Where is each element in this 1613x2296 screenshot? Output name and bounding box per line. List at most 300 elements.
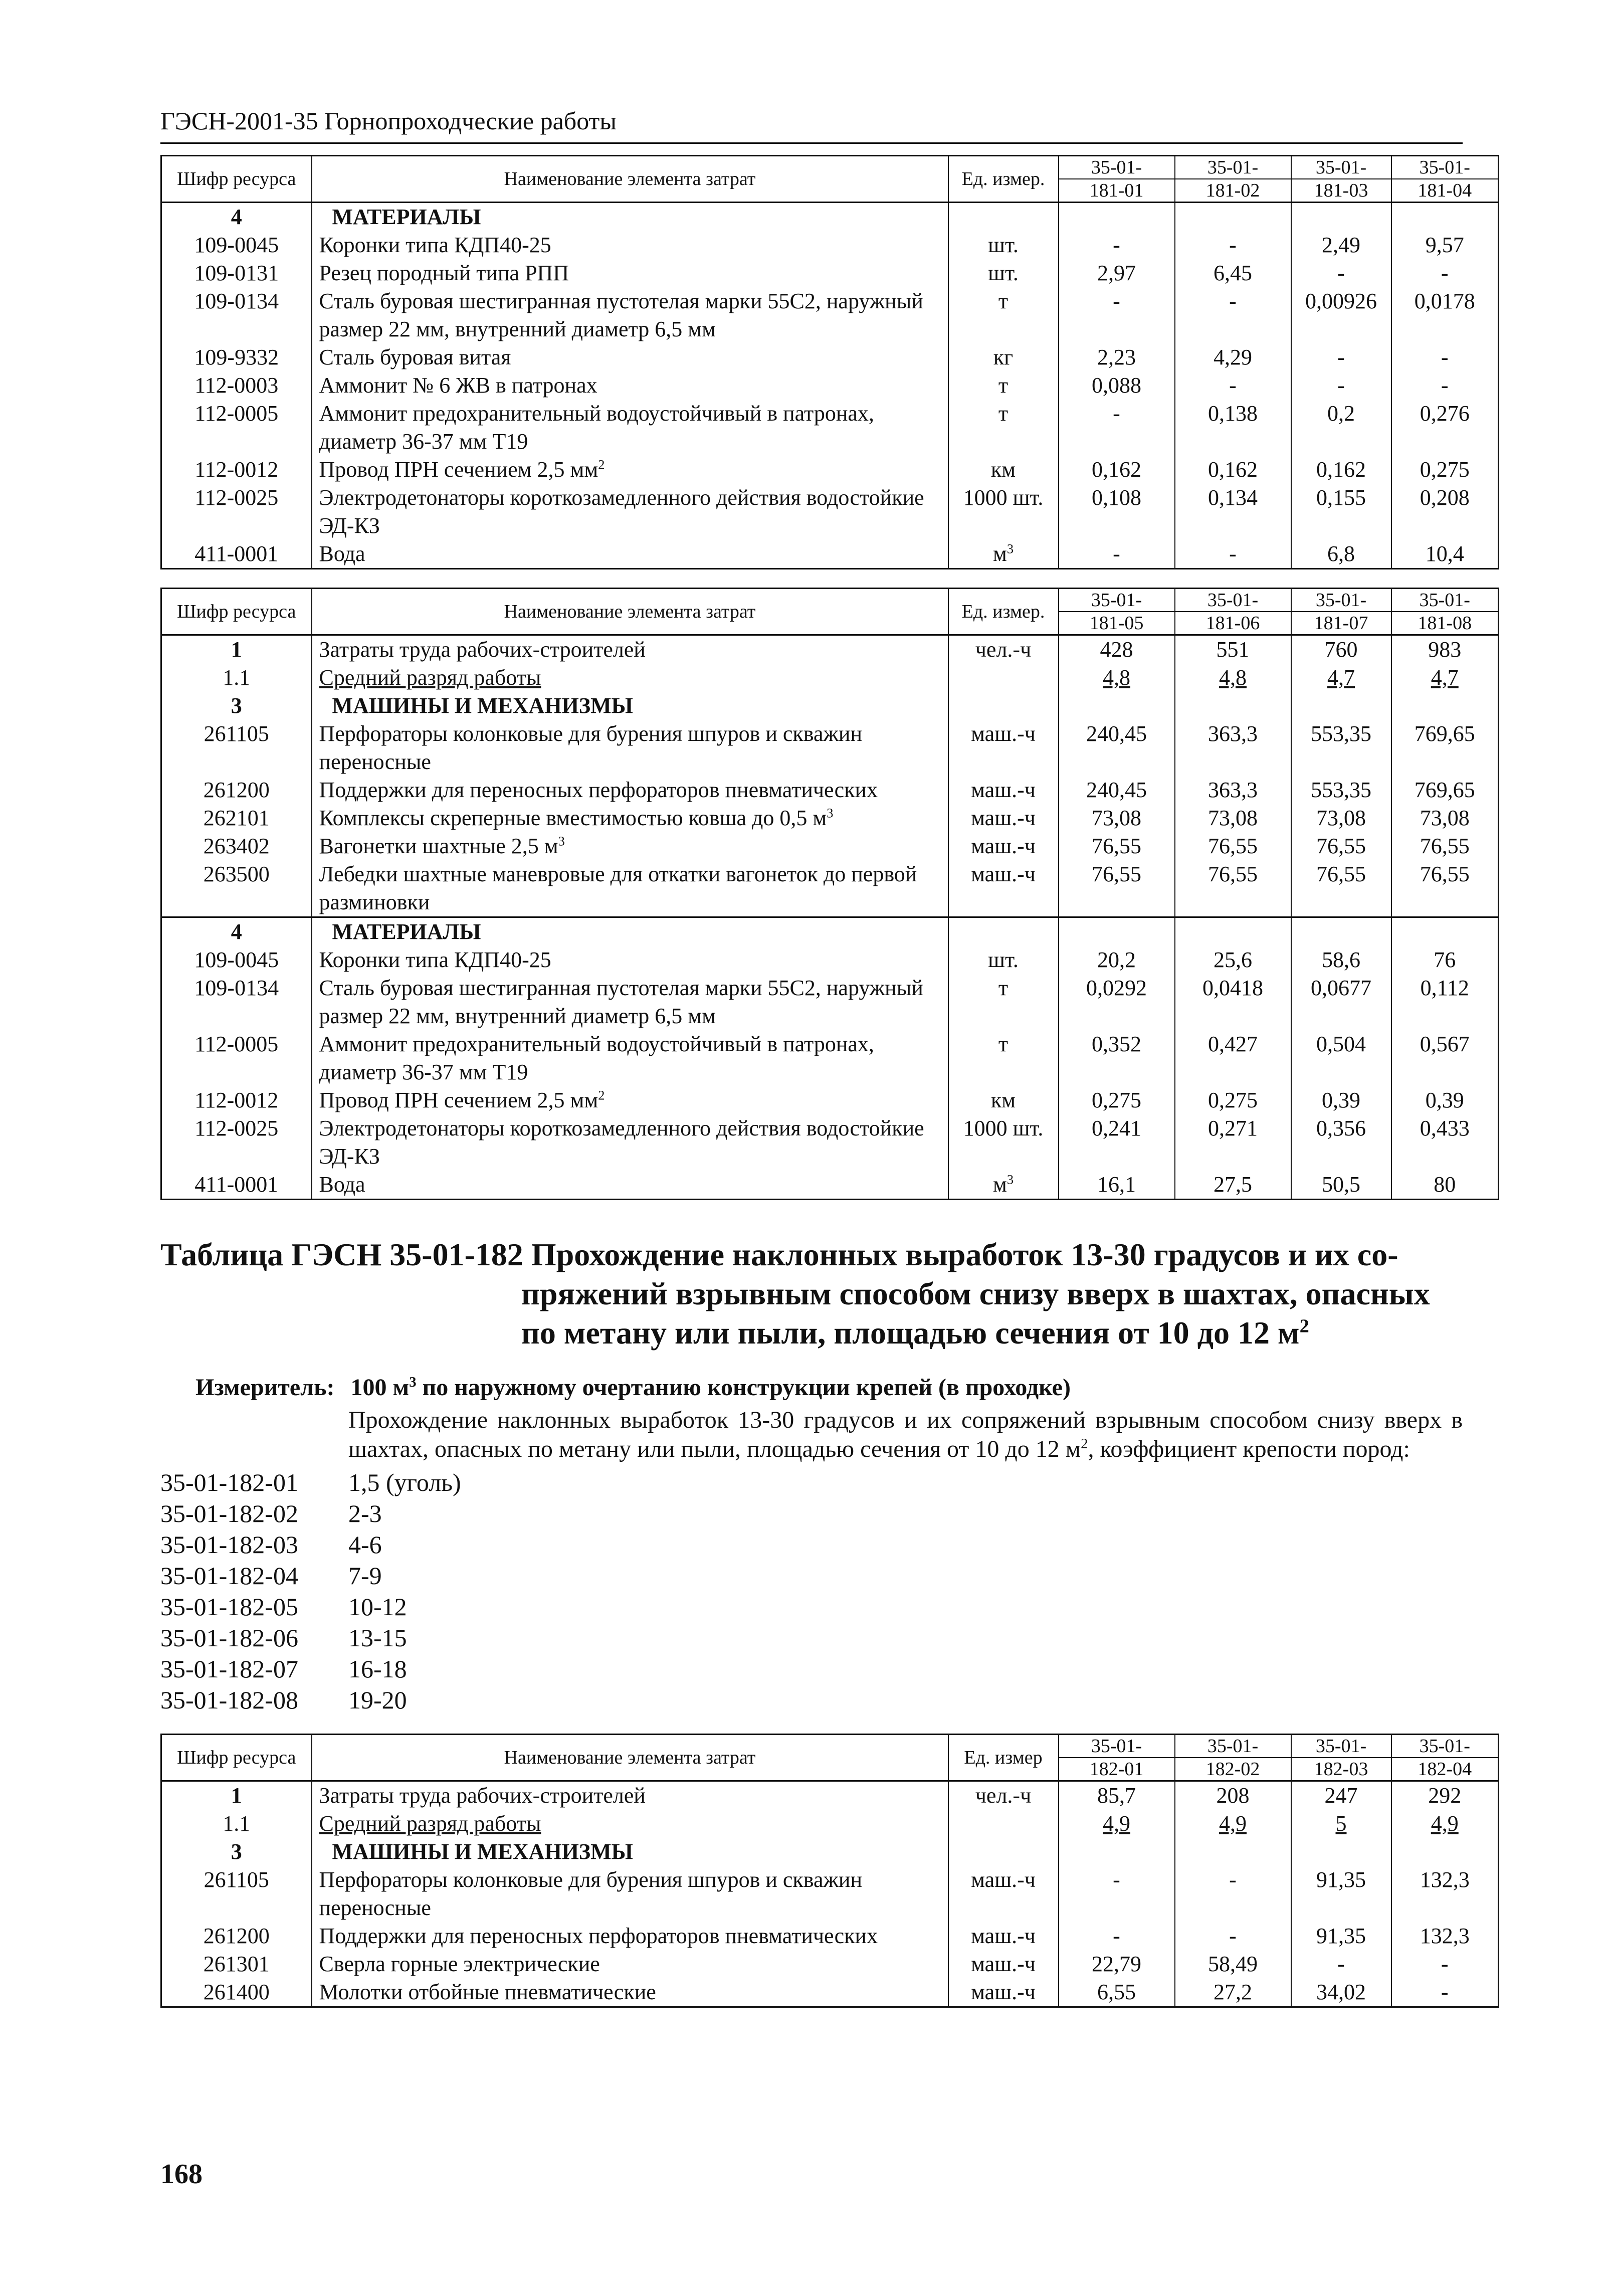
table-row [161,484,1499,540]
resource-value-1: 0,0292 [1059,974,1175,1030]
resource-code: 109-0045 [161,946,312,974]
col-header-rate-4 [1391,156,1499,203]
resource-name [312,1171,948,1200]
col-header-rate-line-2: 182-01 [1089,1759,1144,1780]
resource-name-text: Коронки типа КДП40-25 [319,947,551,972]
col-header-rate-1 [1059,1735,1175,1781]
resource-name [312,456,948,484]
resource-name [312,1950,948,1978]
resource-code: 4 [161,203,312,232]
table-title-line-2 [160,1274,1463,1313]
resource-unit [948,1838,1059,1866]
rate-code-row [160,1684,1463,1715]
resource-unit [948,832,1059,860]
table-row [161,776,1499,804]
resource-name-text: Аммонит предохранительный водоустойчивый в патронах, диаметр 36-37 мм Т19 [319,401,874,454]
resource-value-4: 4,9 [1391,1810,1499,1838]
resource-value-3: 0,504 [1291,1030,1391,1086]
resource-name [312,692,948,720]
col-header-rate-line-2: 182-04 [1418,1759,1472,1780]
table-title-line-3 [160,1313,1463,1353]
resource-value-4: 0,0178 [1391,287,1499,343]
rate-code-row [160,1591,1463,1622]
resource-code: 261105 [161,1866,312,1922]
resource-unit-text: т [998,289,1009,313]
table-row [161,946,1499,974]
resource-value-4: 0,433 [1391,1114,1499,1171]
resource-value-2: 363,3 [1175,720,1291,776]
resource-value-3 [1291,917,1391,946]
resource-unit-text: т [998,976,1009,1000]
resource-value-3: 50,5 [1291,1171,1391,1200]
col-header-rate-line-2: 181-02 [1205,180,1260,201]
resource-value-3: 58,6 [1291,946,1391,974]
resource-value-3: 0,356 [1291,1114,1391,1171]
resource-unit-text: маш.-ч [971,862,1036,886]
resource-value-4: - [1391,1950,1499,1978]
resource-value-4: 132,3 [1391,1922,1499,1950]
resource-value-2: 76,55 [1175,832,1291,860]
resource-unit [948,1030,1059,1086]
resource-name [312,1114,948,1171]
resource-value-1: 2,97 [1059,259,1175,287]
resource-unit [948,692,1059,720]
resource-value-2: 208 [1175,1781,1291,1810]
resource-unit-text: 1000 шт. [963,1116,1044,1140]
resource-value-1: 85,7 [1059,1781,1175,1810]
resource-unit [948,1978,1059,2007]
resource-name [312,1866,948,1922]
rock-hardness-value: 13-15 [348,1624,407,1652]
resource-value-4 [1391,917,1499,946]
resource-value-4: 9,57 [1391,231,1499,259]
resource-value-2: 25,6 [1175,946,1291,974]
rate-code-row [160,1467,1463,1498]
resource-value-4: 0,275 [1391,456,1499,484]
resource-value-3: - [1291,343,1391,371]
table-row [161,1086,1499,1114]
work-description-text: Прохождение наклонных выработок 13-30 градусов и их сопряжений взрывным способом снизу вверх в шахтах, опасных по метану или пыли, площадью сечения от 10 до 12 м [348,1407,1463,1462]
resource-code: 109-0134 [161,974,312,1030]
resource-value-3: 91,35 [1291,1866,1391,1922]
resource-code: 112-0012 [161,1086,312,1114]
resource-value-1: 428 [1059,635,1175,664]
resource-name-text: Сталь буровая витая [319,345,511,369]
resource-unit-text: маш.-ч [971,721,1036,746]
resource-unit [948,203,1059,232]
section-row [161,1838,1499,1866]
resource-value-4: - [1391,371,1499,400]
rate-code-row [160,1498,1463,1529]
resource-value-1: - [1059,540,1175,569]
table-row [161,974,1499,1030]
col-header-rate-2 [1175,156,1291,203]
table-row [161,804,1499,832]
resource-value-4: 0,112 [1391,974,1499,1030]
resource-code: 1.1 [161,1810,312,1838]
resource-unit [948,1171,1059,1200]
resource-value-2: 363,3 [1175,776,1291,804]
resource-value-4: - [1391,343,1499,371]
section-row [161,917,1499,946]
table-header [161,156,1499,203]
resource-name-text: Перфораторы колонковые для бурения шпуров и скважин переносные [319,1867,863,1920]
resource-value-2: 0,134 [1175,484,1291,540]
running-header: ГЭСН-2001-35 Горнопроходческие работы [160,105,1463,144]
resource-value-2: - [1175,1922,1291,1950]
col-header-rate-1 [1059,589,1175,635]
resource-name [312,287,948,343]
col-header-rate-2 [1175,1735,1291,1781]
resource-code: 112-0012 [161,456,312,484]
resource-code: 263500 [161,860,312,917]
col-header-rate-1 [1059,156,1175,203]
resource-value-2: 4,8 [1175,664,1291,692]
resource-value-3: 73,08 [1291,804,1391,832]
resource-name [312,635,948,664]
rate-code: 35-01-182-01 [160,1468,298,1496]
col-header-rate-3 [1291,156,1391,203]
resource-value-3: 0,0677 [1291,974,1391,1030]
resource-value-4: 0,276 [1391,400,1499,456]
resource-value-2 [1175,917,1291,946]
resource-name [312,776,948,804]
rate-code: 35-01-182-06 [160,1624,298,1652]
rate-code-list [160,1467,1463,1715]
resource-code: 261105 [161,720,312,776]
resource-unit [948,1781,1059,1810]
resource-unit [948,1950,1059,1978]
resource-name-text: Средний разряд работы [319,1811,541,1836]
measure-label: Измеритель: [195,1374,335,1401]
resource-value-3: 247 [1291,1781,1391,1810]
resource-code: 411-0001 [161,1171,312,1200]
measure-line [160,1373,1463,1403]
measure-superscript: 3 [409,1374,417,1390]
resource-value-2 [1175,692,1291,720]
page-number: 168 [160,2159,203,2190]
resource-name [312,1810,948,1838]
resource-value-1 [1059,692,1175,720]
resource-unit-text: маш.-ч [971,1952,1036,1976]
resource-name-text: Электродетонаторы короткозамедленного действия водостойкие ЭД-КЗ [319,1116,924,1169]
resource-name [312,1086,948,1114]
rock-hardness-value: 1,5 (уголь) [348,1468,461,1496]
resource-value-4: 292 [1391,1781,1499,1810]
resource-value-4: 769,65 [1391,720,1499,776]
resource-value-1: 16,1 [1059,1171,1175,1200]
resource-value-4: 132,3 [1391,1866,1499,1922]
resource-unit-text: маш.-ч [971,1980,1036,2004]
resource-table-182-01-04 [160,1734,1499,2008]
resource-value-1: 2,23 [1059,343,1175,371]
col-header-rate-line-2: 181-05 [1089,613,1144,634]
resource-value-4 [1391,1838,1499,1866]
resource-value-2: 0,0418 [1175,974,1291,1030]
resource-value-3 [1291,692,1391,720]
rate-code: 35-01-182-04 [160,1562,298,1590]
resource-value-2: - [1175,231,1291,259]
col-header-rate-line-2: 181-03 [1314,180,1368,201]
resource-unit [948,484,1059,540]
table-row [161,1810,1499,1838]
resource-value-3: 2,49 [1291,231,1391,259]
rate-code: 35-01-182-07 [160,1655,298,1683]
resource-name [312,484,948,540]
resource-value-1: 0,241 [1059,1114,1175,1171]
resource-value-4: - [1391,1978,1499,2007]
resource-name-text: Коронки типа КДП40-25 [319,233,551,257]
resource-value-1: - [1059,1866,1175,1922]
resource-value-3: 91,35 [1291,1922,1391,1950]
table-row [161,720,1499,776]
resource-unit [948,720,1059,776]
resource-name-text: Перфораторы колонковые для бурения шпуров и скважин переносные [319,721,863,774]
resource-name [312,664,948,692]
col-header-code: Шифр ресурса [161,1735,312,1781]
resource-unit [948,946,1059,974]
resource-value-3: 553,35 [1291,720,1391,776]
resource-value-2: 551 [1175,635,1291,664]
resource-name-text: Провод ПРН сечением 2,5 мм [319,457,598,482]
resource-name [312,1922,948,1950]
resource-value-3: 0,00926 [1291,287,1391,343]
resource-unit [948,1922,1059,1950]
resource-value-1 [1059,1838,1175,1866]
resource-value-2: - [1175,540,1291,569]
table-header [161,589,1499,635]
resource-name-text: Комплексы скреперные вместимостью ковша до 0,5 м [319,806,827,830]
resource-value-3: 76,55 [1291,860,1391,917]
resource-value-3: 6,8 [1291,540,1391,569]
resource-value-2: - [1175,371,1291,400]
table-row [161,1866,1499,1922]
resource-name-text: МАТЕРИАЛЫ [332,205,481,229]
resource-name-superscript: 2 [598,457,605,472]
col-header-code: Шифр ресурса [161,156,312,203]
resource-value-1: 73,08 [1059,804,1175,832]
resource-name [312,860,948,917]
resource-unit [948,540,1059,569]
table-row [161,832,1499,860]
table-row [161,860,1499,917]
resource-name-text: Аммонит № 6 ЖВ в патронах [319,373,597,398]
work-description-end: , коэффициент крепости пород: [1088,1436,1410,1462]
resource-name [312,804,948,832]
resource-code: 112-0025 [161,1114,312,1171]
resource-unit [948,917,1059,946]
work-description [348,1406,1463,1464]
col-header-rate-line-1: 35-01- [1059,589,1174,612]
resource-value-1: 6,55 [1059,1978,1175,2007]
resource-value-1: 4,9 [1059,1810,1175,1838]
resource-value-1: - [1059,1922,1175,1950]
resource-name-text: Затраты труда рабочих-строителей [319,1783,646,1808]
resource-code: 261301 [161,1950,312,1978]
resource-value-3: - [1291,1950,1391,1978]
resource-name-text: Вода [319,1172,365,1197]
col-header-rate-line-2: 181-06 [1205,613,1260,634]
resource-value-1: 0,352 [1059,1030,1175,1086]
resource-name-text: Сталь буровая шестигранная пустотелая марки 55С2, наружный размер 22 мм, внутренний диаметр 6,5 мм [319,289,923,341]
resource-value-2: 0,162 [1175,456,1291,484]
resource-code: 112-0005 [161,1030,312,1086]
resource-name [312,832,948,860]
resource-name [312,540,948,569]
rate-code-row [160,1560,1463,1591]
resource-unit-text: маш.-ч [971,1924,1036,1948]
resource-value-1: 76,55 [1059,832,1175,860]
resource-unit [948,1866,1059,1922]
resource-name-superscript: 3 [827,805,834,821]
resource-value-1: 76,55 [1059,860,1175,917]
resource-value-4: 76,55 [1391,860,1499,917]
table-row [161,259,1499,287]
table-row [161,456,1499,484]
resource-code: 4 [161,917,312,946]
resource-name-text: Средний разряд работы [319,665,541,690]
rock-hardness-value: 10-12 [348,1593,407,1621]
resource-unit [948,860,1059,917]
resource-unit-text: т [998,1032,1009,1056]
table-row [161,540,1499,569]
resource-unit-superscript: 3 [1006,1172,1014,1187]
resource-unit-text: шт. [988,947,1019,972]
col-header-rate-line-2: 181-08 [1418,613,1472,634]
resource-name [312,720,948,776]
resource-value-3: - [1291,371,1391,400]
resource-code: 109-0045 [161,231,312,259]
resource-value-2: 0,271 [1175,1114,1291,1171]
resource-name [312,203,948,232]
table-title-superscript: 2 [1299,1315,1309,1337]
resource-name [312,259,948,287]
resource-name-text: МАТЕРИАЛЫ [332,919,481,944]
resource-unit [948,635,1059,664]
col-header-rate-line-2: 181-04 [1418,180,1472,201]
resource-unit-text: км [990,457,1016,482]
resource-code: 109-0131 [161,259,312,287]
resource-value-2: 27,2 [1175,1978,1291,2007]
table-row [161,400,1499,456]
resource-unit-text: маш.-ч [971,1867,1036,1892]
resource-code: 261200 [161,776,312,804]
rate-code-row [160,1653,1463,1684]
resource-value-4: 73,08 [1391,804,1499,832]
table-row [161,1781,1499,1810]
resource-code: 109-9332 [161,343,312,371]
resource-value-1: 0,108 [1059,484,1175,540]
resource-value-3: 0,2 [1291,400,1391,456]
resource-unit-text: м [992,541,1007,566]
resource-unit [948,231,1059,259]
resource-code: 1.1 [161,664,312,692]
table-header [161,1735,1499,1781]
resource-name-text: Поддержки для переносных перфораторов пневматических [319,778,878,802]
resource-value-3: 0,155 [1291,484,1391,540]
rate-code: 35-01-182-03 [160,1530,298,1559]
resource-unit [948,1810,1059,1838]
table-row [161,1114,1499,1171]
table-row [161,664,1499,692]
col-header-rate-3 [1291,589,1391,635]
resource-name-text: МАШИНЫ И МЕХАНИЗМЫ [332,693,633,718]
resource-value-2: 27,5 [1175,1171,1291,1200]
resource-name-text: Лебедки шахтные маневровые для откатки вагонеток до первой разминовки [319,862,917,914]
resource-name-text: Вагонетки шахтные 2,5 м [319,834,558,858]
resource-value-3: 34,02 [1291,1978,1391,2007]
rate-code: 35-01-182-05 [160,1593,298,1621]
resource-value-2: 0,427 [1175,1030,1291,1086]
col-header-rate-line-2: 181-01 [1089,180,1144,201]
resource-value-4: 769,65 [1391,776,1499,804]
col-header-rate-4 [1391,589,1499,635]
measure-value-a: 100 м [350,1374,410,1401]
resource-unit-text: 1000 шт. [963,485,1044,510]
resource-code: 1 [161,635,312,664]
col-header-rate-line-1: 35-01- [1059,1735,1174,1758]
col-header-rate-line-1: 35-01- [1292,1735,1391,1758]
resource-code: 261400 [161,1978,312,2007]
rate-code-row [160,1529,1463,1560]
resource-name-text: Молотки отбойные пневматические [319,1980,656,2004]
resource-value-4: 983 [1391,635,1499,664]
resource-value-1: - [1059,231,1175,259]
col-header-rate-line-2: 182-02 [1205,1759,1260,1780]
resource-name [312,343,948,371]
resource-value-3: 760 [1291,635,1391,664]
resource-code: 261200 [161,1922,312,1950]
resource-unit-text: маш.-ч [971,778,1036,802]
resource-unit-text: км [990,1088,1016,1112]
resource-value-1: - [1059,287,1175,343]
resource-unit [948,371,1059,400]
resource-name [312,1978,948,2007]
resource-name-text: Поддержки для переносных перфораторов пневматических [319,1924,878,1948]
resource-name-text: Затраты труда рабочих-строителей [319,637,646,662]
resource-code: 112-0025 [161,484,312,540]
col-header-rate-line-2: 181-07 [1314,613,1368,634]
rock-hardness-value: 16-18 [348,1655,407,1683]
resource-name-text: Аммонит предохранительный водоустойчивый в патронах, диаметр 36-37 мм Т19 [319,1032,874,1084]
resource-value-1: 0,162 [1059,456,1175,484]
resource-value-1: 240,45 [1059,776,1175,804]
rate-code: 35-01-182-08 [160,1686,298,1714]
resource-value-2: 73,08 [1175,804,1291,832]
resource-code: 262101 [161,804,312,832]
measure-value [350,1374,1070,1401]
resource-unit-superscript: 3 [1006,541,1014,556]
resource-unit [948,664,1059,692]
resource-value-3 [1291,203,1391,232]
resource-name [312,917,948,946]
col-header-unit: Ед. измер. [948,156,1059,203]
col-header-unit: Ед. измер [948,1735,1059,1781]
resource-value-4 [1391,692,1499,720]
resource-value-2: - [1175,1866,1291,1922]
rock-hardness-value: 19-20 [348,1686,407,1714]
resource-value-4 [1391,203,1499,232]
resource-code: 263402 [161,832,312,860]
resource-unit-text: шт. [988,261,1019,285]
resource-value-2: 76,55 [1175,860,1291,917]
resource-unit-text: чел.-ч [975,1783,1032,1808]
col-header-name: Наименование элемента затрат [312,156,948,203]
resource-unit [948,400,1059,456]
resource-unit-text: т [998,401,1009,426]
resource-unit [948,259,1059,287]
resource-code: 411-0001 [161,540,312,569]
